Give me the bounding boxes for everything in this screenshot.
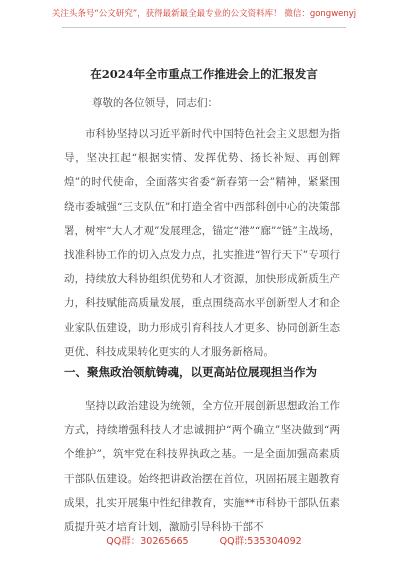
qq-group-1: QQ群：30265665: [106, 536, 189, 547]
paragraph-intro: 市科协坚持以习近平新时代中国特色社会主义思想为指导，坚决扛起“根据实情、发挥优势、扬长补短、再创辉煌”的时代使命，全面落实省委“新春第一会”精神，紧紧围绕市委城强“三支队伍”和打造全省中西部科创中心的决策部署，树牢“大人才观”发展理念，锚定“港”“廊”“链”主战场，找准科协工作的切入点发力点，扎实推进“智行天下”专项行动，持续放大科协组织优势和人才资源，加快形成新质生产力，科技赋能高质量发展，重点围绕高水平创新型人才和企业家队伍建设，助力形成引育科技人才更多、协同创新生态更优、科技成果转化更实的人才服务新格局。: [64, 128, 340, 358]
salutation: 尊敬的各位领导，同志们：: [92, 97, 218, 109]
qq-footer: [0, 533, 408, 547]
section-heading-1: 一、聚焦政治领航铸魂，以更高站位展现担当作为: [64, 365, 317, 379]
promo-header: 关注头条号“公文研究”，获得最新最全最专业的公文资料库！ 微信：gongwenyj: [51, 9, 357, 19]
paragraph-section-1: 坚持以政治建设为统领，全方位开展创新思想政治工作方式，持续增强科技人才忠诚拥护“两个确立”坚决做到“两个维护”，筑牢党在科技界执政之基。一是全面加强高素质干部队伍建设。始终把讲政治摆在首位，巩固拓展主题教育成果，扎实开展集中性纪律教育，实施**市科协干部队伍素质提升英才培育计划，激励引导科协干部不: [64, 400, 340, 534]
qq-group-2: QQ群:535304092: [219, 536, 302, 547]
header-divider: [62, 27, 346, 28]
document-title: 在2024年全市重点工作推进会上的汇报发言: [90, 67, 318, 81]
